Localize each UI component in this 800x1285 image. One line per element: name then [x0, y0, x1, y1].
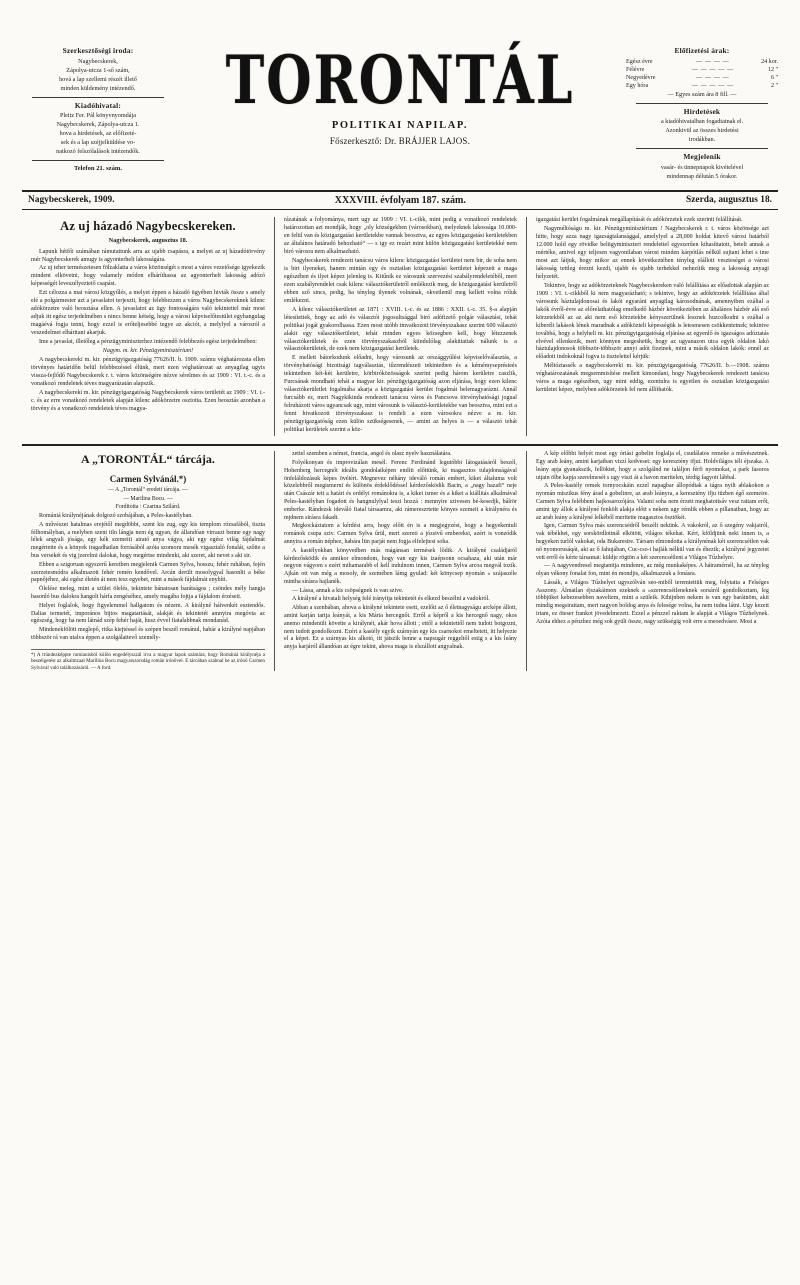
feuilleton-note: — A „Torontál“ eredeti tárcája. —	[108, 487, 188, 494]
publishing-office-line-1: Nagybecskerek, Zápolya-utcza 1.	[56, 121, 140, 129]
paragraph: Ebben a szigoruan egyszerű keretben megjelenik Carmen Sylva, hosszu, fehér ruhában, fején szerzetesmódra alkalmazott fehér remén kendővel. Arcán derült mosolygyal hasonlit a béke papnőjéhez, aki egész életén át nem tesz egyebet, mint a mások fájdalmát enyhíti.	[31, 561, 265, 584]
feuilleton-title: Carmen Sylvánál.*)	[109, 473, 187, 484]
divider	[636, 148, 768, 149]
advertisements-heading: Hirdetések	[683, 106, 721, 116]
feuilleton-byline: — Marilina Bocu. —	[123, 495, 173, 502]
divider	[636, 103, 768, 104]
editor-in-chief: Főszerkesztő: Dr. BRÁJJER LAJOS.	[329, 136, 471, 146]
paragraph: Méltóztassék a nagybecskereki m. kir. pénzügyigazgatóság 77626/II. b.—1908. számu véghatározatának megsemmisítése mellett kimondani, hogy Nagybecskerek rendezett tanácsu város a maga egészében, ugy mint eddig, ezentulra is egyetlen és osztatlan közigazgatási kerületet képez, melyben adókörzetek fel nem állíthatók.	[535, 363, 769, 394]
price-label: Egy hóra	[626, 83, 649, 90]
paragraph: E mellett bátorkodunk előadni, hogy városunk az országgyűlési képviselőválasztás, a törvényhatósági bizottsági tagválasztás, tűzrendészeti tekintetben és a kémémyseprésteés tekintetben két-két kerületre, körbiróközösságok szerint pedig három kerületre caszlik, Furcsának mondható tehát a magyar kir. pénzügyigazgatóság azon eljárása, hogy ezen kilenc választókerületlet fogalmába akarja a közigazgatási kerület fogalmát belemagyarázni. Annál furcsább ez, mert Nagykikinda rendezett tanácsu város és Pancsova törvényhatósági jogual felruházott város ugyancsak ugy, mint városunk is választó-kerületekbe van beosztva, mint ezt a fennt hivatkozott törvényszakasz is rendeli a ezen városokra nézve a m. kir. pénzügyigazgatóság ezen külön szükségesenek, — amint az helyes is — a választó tehát politikai kerületek szerint a köz-	[283, 355, 517, 434]
paragraph: A művészet hatalmas erejétől megdöbbt, szent kis zug, egy kis templom rózsafából, tiszta félhomályban, a melyben szent tiln lángja nem ég ugyan, de állandóan virraszt benne egy nagy lélek angyali jósága, egy kék szemeiti airató anya vágya, aki egy egész világ fájdalmát megértette és a könyek iragadhatlan forrásából azóta szomoru mesék vigasztaló fonalát, szőtte a bus versekét és vig jzerelmi dalokat, hogy megértse mindenki, aki szeret, aki nevet s aki sir.	[31, 521, 265, 559]
article-column-1	[22, 217, 274, 436]
paragraph: Lássák, a Világos Tűzhelyet ugyszólván seo-miből teremtettük meg, folytatta a Felséges Asszony. Álmatlan éjszakáimon ezeknek a »szerencsétleneknek sorsáról gondolkoztam, leg többjüket kebezesebben naveltem, mint a szüleik. Kthijnben nekem is van egy barátnöm, akit mindig megsirattam, mert nagyon boldog anya és felesége volna, ha nem tudna látni. Ugy kezett irtam, ez öteser frankot jövedelmezett. Ezzel a pénzzel raktam le alapját a Világos Tűzhelynek. Azóta ehhez a pénzhez még sok gyült össze, nagy szükségig volt erre a meoedvásre. Most a	[535, 579, 769, 625]
advertisements-line-2: irodákban.	[688, 136, 716, 144]
paragraph: A királyné a hivatali helység felé irányítja tekintetét és elkezd beszélni a vadokról.	[291, 596, 490, 603]
divider	[32, 97, 164, 98]
publishing-office-heading: Kiadóhivatal:	[74, 100, 122, 110]
issue-date: Szerda, augusztus 18.	[686, 195, 772, 206]
masthead-center	[174, 41, 626, 146]
publishing-office-line-4: natkozó felszólalások intézendők.	[56, 148, 140, 156]
paragraph: Nagybecskerek rendezett tanácsu város kilenc közigazgatási kerületet nem bir, de soha nem is birt ilyeneket, hanem mintán egy és osztatlan közigazgatási kerületet képezett a maga egészében és ilyet képez jelenleg is. Kitűnik ez városunk szervezési szabályrendeletéből, mert ezen szabályrendelet csak kilenc választókerületről emlékezik meg, de közigazgatási kerületről ebben sző sincs, pedig, ha tényleg ilyenek volnának, okvetlenül meg kellett volna róluk emlékezni.	[283, 257, 517, 304]
feuilleton-column-3	[526, 451, 778, 671]
paragraph: Nagyméltóságu m. kir. Pénzügyminisztérium ! Nagybecskerek r. t. város közönsége azt hitte, hogy azza nagy igazságtalansággal, amelylyel a 28,000 holdat kitevő városi határból 12.000 hold egy rövidke belügyminiszteri rendelettel egyszerűen kihasíttatott, betelt annak a mértéke, amivel egy teljesen vagyonilaban városi minden kárpótlás nélkül sujtani lehet s ime most azt látjuk, hogy mikor az ennek következtében tényleg elállott veszteséget a városi lakosság tettleg érezni kezdi, ujabb és ujabb terhekkel nehezítik meg a lakosság anyagi helyzetét.	[535, 225, 769, 280]
paragraph: A nagybecskereki m. kir. pénzügyigazgatóság 77626/II. b. 1909. számu véghatározata ellen törvényes határidőn belül felebbezéssel élünk, mert ezen véghatározat az anyagilag ugyis vissza-fejlődő Nagybecskerek r. t. város közönségére nézve sérelmes és az 1909 : VI. t.-c. és a vonatkozó rendeletek téves magyarázatán alapszik.	[31, 357, 265, 388]
paragraph: Ölelése meleg, mint a szülei ölelés, tekintete bánatosan barátságos ; csöndes mély hangja hasonló bus dalokra hangolt hárfa zengéséhez, amely magába fojtja a fájdalom érzéseit.	[31, 586, 265, 600]
feuilleton-translator: Forditotta : Czarina Szilárd.	[115, 504, 181, 511]
paragraph: Mindenekfölött meglepő, ritka kiejtéssel és szépen beszél románul, habár a királyné napjában többször rá van utalva éppen a szolgálattevő személy-	[31, 627, 265, 641]
single-copy-price: — Egyes szám ára 8 fill. —	[667, 90, 737, 98]
editorial-office-line-1: Zápolya-utcza 1-ső szám,	[66, 66, 130, 74]
publication-schedule-line-0: vasár- és ünnepnapok kivételével	[660, 164, 744, 172]
paragraph: Romániá királynéjának dolgozó szobájában, a Peles-kastélyban.	[39, 513, 193, 520]
paragraph: rázatának a folyománya, mert ugy az 1909 : VI. t.-cikk, mint pedig a vonatkozó rendeletek határozottan azt mondják, hogy „oly községekben (városokban), melyeknek lakossága 10.000-en felül van és közigazgatási kerületekbe vannak beosztva, az egyes közigazgatási kerületekben az általános határadó behozható“ — s igy ez rezárt mint külön közigazgatási kerületekké nem biró városra nem alkalmazható.	[283, 216, 517, 255]
masthead	[22, 42, 778, 184]
feuilleton-column-2	[274, 451, 526, 671]
paragraph: A nagybecskereki m. kir. pénzügyigazgatóság Nagybecskerek város területét az 1909 : VI. t.-c. és az erre vonatkozó rendeletek alapján kilenc adókörzetre osztotta. Ezen beosztás azonban a törvény és a vonatkozó rendeletek téves magya-	[31, 390, 265, 412]
divider	[32, 160, 164, 161]
price-label: Negyedévre	[626, 75, 656, 82]
table-row	[626, 82, 778, 90]
paragraph: A Peles-kastély remek tornyocskáin ezzel napagbar állopódtak a tágra nyilt ablakokon a nyomán miszikus fény árad a gobelinre, az arab leányra, a keresztény ifju tüzben égő szemeire. Carmen Sylva felébbem hajkosarozójára. Valami soha nem érzett meghatottsáv vesz raitam erőt, amint igy állok a királyné fenkölt alakja előtt s nekem ugy rémlik ebben a pillanatban, hogy az az arab leány a királyné lelkéből meritette magasztos ösztökét.	[535, 483, 769, 521]
masthead-left-info	[22, 46, 174, 174]
price-value: 2 "	[770, 83, 778, 90]
publishing-office-line-3: sek és a lap széjjelküldése vo-	[60, 139, 136, 147]
article-dateline: Nagybecskerek, augusztus 18.	[108, 237, 188, 245]
paragraph: Megkockáztatom a kérdést arra, hogy előtt én is a megjegyzést, hogy a hegyekentuli románok csupa sziv. Carmen Sylva űrül, mert szereti a józsivű embereksi, azért is vonzódik annyira a román néphez, habára ltin parját nem fogja elfelejtesi soha.	[283, 523, 517, 545]
paper-subtitle: POLITIKAI NAPILAP.	[331, 120, 469, 131]
feuilleton-heading: A „TORONTÁL“ tárcája.	[81, 452, 215, 467]
price-dots: — — — — —	[691, 66, 734, 73]
feuilleton-columns	[22, 451, 778, 671]
masthead-right-info	[626, 46, 778, 182]
main-article	[22, 217, 778, 436]
editorial-office-line-3: minden küldemény intézendő.	[60, 84, 136, 92]
article-column-3	[526, 217, 778, 436]
table-row	[626, 66, 778, 74]
paragraph: A kastélyokban könyvedben más mágánsan termések lődik. A királyné családjáról kérdezősködik és annikor elmondom, hogy van egy kis izaépsonn ocsahaza, aki után már negyon vágyom s ezért mihamarabb el kell indulnom innen, Carmen Sylva arcoa megvál tozik. Ajkán ott van még a mosoly, de szemében lámg gyulad: két könycsep nyomán « szájaszéle mintha sírásra hajlanék.	[283, 547, 517, 585]
advertisements-line-1: Azonkivül az összes hirdetési	[665, 127, 739, 135]
paragraph: Igen, Carmen Sylva más szerencsédről beszélt nekünk. A vakokról, az ő szegény vakjairól, vak tébékhet, egy sorskördlottnál elkötött, világos tékehat. Kért, kföldjünk neki innen is, a hegyeken turlól vakokat, oda Bukarestre. Társam elmondotta a királynénak két szerencsétlen vak nő nyomorusáqát, aki az ő fahujában, Cuc-cso-i hajlák nélkül van és éhezik; a királyné jegyzetet vett erről és kérte társamat: küldje rögtön a két szerencsétlent a Világos Tűzhelyre.	[535, 523, 769, 561]
paragraph: Helyet foglalok, hogy figyelemmel hallgatom és nézem. A királyné háivenkét esztendős. Dalias termetét, imporános bijtos magatartását, alakját és tekintetét amnyira megóvta az egészség, hogy ha nem látnád szép fehér haját, husz évvel fiatalabbnak mondanád.	[31, 602, 265, 625]
subscription-price-table	[626, 58, 778, 91]
paragraph: A kilenc választókerületet az 1871 : XVIII. t.-c. és az 1886 : XXII. t.-c. 35. §-a alapján létesítettek, hogy az adó és választói jogosultsággal biró adófizető polgár választási, tehát politikai jogát gyakorolhassa. Ezen most utóbb imvatkozott törvényszakasz szerint 600 választó alakit egy választókerületet, tehát minden egyes közsegben kell, hogy létezzenek választókerületek és ezen törvényszakaszból kiindulólag alakittattak nálunk is a választókerületek, de ezek nem közigazgatási kerületek.	[283, 306, 517, 353]
paragraph: A kép előbbi helyét most egy óriási gobelin foglalja el, csudálatos remeke a művészetnek. Egy arab leány, amint karjaiban vizzí kedveset: egy keresztény ifjut. Holdvilágos téli éjszaka. A leány apja gyanakszik, fellöktet, hogy a szolgálnd ne találjon férfi nyomokat, a park fasoros utjain ölbe kapja szerelmesét s ugy viszi át a havon meritelen, térdig fagyott lábbal.	[535, 451, 769, 481]
place-and-year: Nagybecskerek, 1909.	[28, 195, 115, 206]
feuilleton-footnote: *) A tründezképpte rumianisból külön engedélyszzál irva a magyar lapok számára, hogy Romániá királynéja a beszélgetést az alkalmzaal Marilina Bocu magyarszorsdág román irónővel. E tárcában szabnal be az irónő Carmen Sylvával való találkozásáról. — A ford.	[31, 649, 265, 672]
subscription-prices-heading: Előfizetési árak:	[674, 46, 730, 55]
editorial-office-heading: Szerkesztőségi iroda:	[62, 46, 134, 55]
price-value: 6 "	[770, 75, 778, 82]
paragraph: — A nagyvendresel megtanitja mindenre, az még munkaképes. A hátramérnél, ha az tényleg olyan vékony fonalat fon, mint én mondjis, alkalmazzuk a fonásra.	[535, 563, 769, 578]
advertisements-line-0: a kiadóhivatalban fogadtatnak el.	[660, 118, 744, 126]
publishing-office-line-2: hova a hirdetések, az előfizeté-	[59, 130, 137, 138]
price-dots: — — — — —	[691, 83, 734, 90]
price-label: Egész évre	[626, 58, 653, 65]
table-row	[626, 74, 778, 82]
issue-info-bar	[22, 190, 778, 210]
article-headline: Az uj házadó Nagybecskereken.	[60, 218, 236, 233]
page-title: TORONTÁL	[225, 41, 575, 120]
article-column-2	[274, 217, 526, 436]
paragraph: zettel szemben a német, francia, angol és olasz nyelv használatára.	[291, 451, 452, 458]
telephone-number: Telefon 21. szám.	[73, 165, 123, 173]
paragraph: Lapunk hétfői számában rámutattunk arra az ujabb csapásra, a melyet az uj házadótörvény mér Nagybecskerek amugy is agyonterhelt lakosságára.	[31, 248, 265, 263]
newspaper-sheet	[22, 42, 778, 1257]
price-value: 24 kor.	[761, 58, 778, 65]
paragraph: igazgatási kerület fogalmának megállapítását és adókörzetek ezek szerinti felállítását.	[535, 216, 743, 223]
publication-schedule-heading: Megjelenik	[683, 152, 721, 162]
paragraph: Abban a szenbában, ahova a királyné tekintete esett, ezelőtt az ő életnagyságu arcképe állott, amint karján tartja leányát, a kis Mária hercegnőt. Erről a képről a kis hercegnő nagy, okos anemo mindenült követte a királynét, akár hova állott ; ettől a tekintettől nem tudott botgozni, nem tudott gondolkozni. Ezért a kastély egyik szárnyán egy kis csarnokot emeltetett, itt helyezte el a képet. Ez a szárnyas kis alkotó, itt játszik benne a napsugár reggeltől estig s a kis leány anyja karjáról állandóan az égre tekint, ahova maga is elszállott angyalnak.	[283, 605, 517, 651]
feuilleton-section	[22, 444, 778, 671]
ministry-address-line: Nagym. m. kir. Pénzügyminisztérium!	[102, 348, 194, 355]
paragraph: Az uj teher természetesen fölzaklatta a város közönségét s most a város vezetősége igyekezik mindent elkövetni, hogy valamely módon elháríthassa az agyonterhelt lakosság adózó képességét leveszélyeztető csapást.	[31, 265, 265, 288]
editorial-office-line-0: Nagybecskerek,	[78, 57, 118, 65]
editorial-office-line-2: hová a lap szellemi részét illető	[59, 75, 137, 83]
publishing-office-line-0: Pleitz Fer. Pál könyvnyomdája	[60, 112, 136, 120]
price-value: 12 "	[767, 66, 778, 73]
table-row	[626, 58, 778, 66]
paragraph: Ime a javaslat, illetőleg a pénzügyminiszterhez intézendő felebbezés egész terjedelmében:	[39, 339, 257, 346]
price-dots: — — — —	[696, 75, 730, 82]
price-dots: — — — —	[696, 58, 730, 65]
publication-schedule-line-1: mindennap délután 5 órakor.	[666, 173, 738, 180]
volume-and-issue: XXXVIII. évfolyam 187. szám.	[334, 194, 466, 206]
paragraph: Ezt célozza a mai városi közgyűlés, a melyet éppen a házadó ügyében hivták össze s amely elé a polgármester azt a javaslatot terjeszti, hogy felebbezzen a város Nagybecskereknek kilenc adókörzetre való beosztása ellen. A javaslatot az ügy fontosságára való tekintettel már most adjuk itt egész terjedelmében s nincs benne kétség, hogy a városi képviselőtestület egyhangulag magáévá fogja tenni, hogy ezzel is erőteljesebbé tegye az akciót, a melylyel a városról a veszedelmet elháritani akarjuk.	[31, 290, 265, 337]
paragraph: Folyékonyan és improvizálan mesél. Ferenc Ferdinánd legutóbbi látogatásáról beszél, Hohenberg hercegnőt ideális gondolatképen említi előttünk, ki magasztos tulajdonságával önfeláldozásuk képes övéiért. Megnevez néhány ideváló román embert, kiket általuma volt közelebbről megismerni és különös érdeklődéssel kérdezősködik Bacin, a „nagy hazafi“ neje után Császár tett a határi és erdélyi románokra is, a kiket ismer és a kiket a kiállitás alkalmával Peles-kastélyban fogadott és hangnulylyal teszi hozzá : mennyire szivesen bé-kesedjk, bálrör emberke. Rándezsk ideváló fiatal társaamra, aki rámereszrtette könyes szemeit a királynéra és mjdnem sirásra fakadt.	[283, 459, 517, 521]
paragraph: — Lássa, annak a kis csöpségnek is van szive.	[291, 587, 404, 594]
paragraph: Tekintve, hogy az adókörzeteknek Nagybecskereken való felállítása az előadottak alapján az 1909 : VI. t.-cikkből ki nem magyarázható; s tekintve, hogy az adókörzetek felállítása által városunk háztulajdonosai és lakói egyaránt anyagilag károsodnának, amennyiben ezáltal a lakók évről-évre az előrelathatólag emelkedő házbér következtében az általános házbér alá eső körzetekből az az aki nem eső körzetekbe kényszerülnek lesznek huzcolkodni s ezáltal a kiberélt lakások lének maradnak a adóközteli képességük is letesmesen csökkentetnek; tekintve továbbá, hogy a helyheli m. kir. pénzügyigazgatóság eljárása az egyenlő és igazságos adóztatás elvével ellenkezik, mert könnyen megeshetik, hogy az ugyanazon utca egyik oldalon lakó háztulajdonosok többször-többször annyi adót fizeinek, mint a másik oldalon lakók: ennél az előadott indokoknál fogva is tisztelettel kérjük:	[535, 282, 769, 361]
price-label: Félévre	[626, 66, 645, 73]
feuilleton-column-1	[22, 451, 274, 671]
